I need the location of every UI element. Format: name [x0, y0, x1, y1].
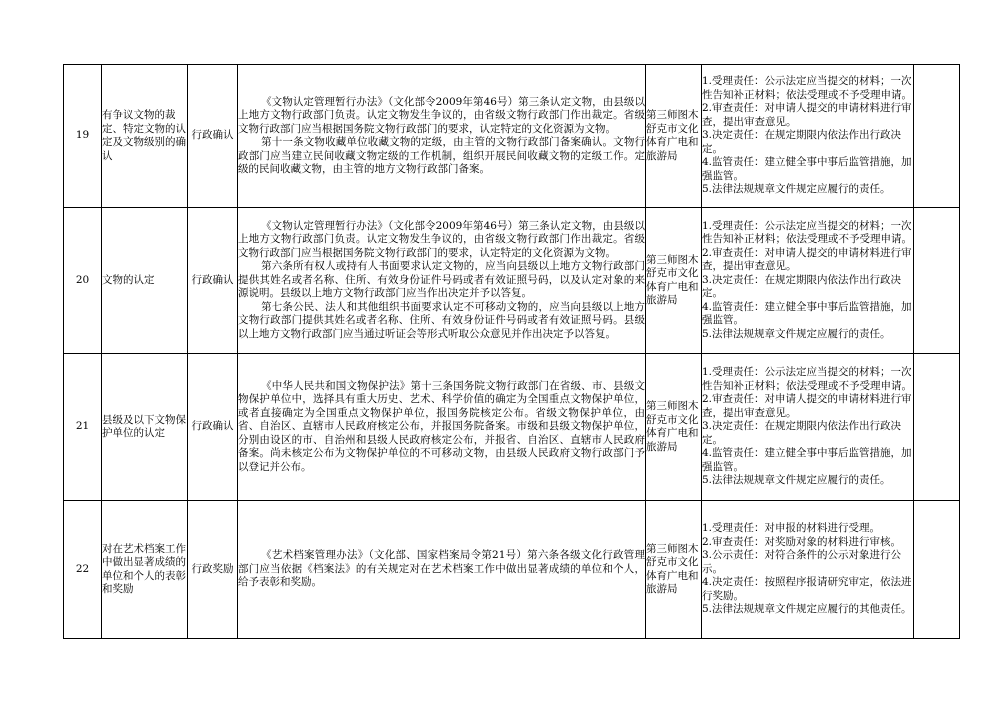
remarks-cell: [914, 354, 960, 501]
responsibility-item: 3.决定责任：在规定期限内依法作出行政决定。: [702, 273, 902, 300]
remarks-cell: [914, 208, 960, 354]
responsibility-item: 2.审查责任：对申请人提交的申请材料进行审查，提出审查意见。: [702, 102, 912, 128]
power-type: 行政确认: [188, 65, 238, 208]
basis-paragraph: 《文物认定管理暂行办法》（文化部令2009年第46号）第三条认定文物，由县级以上地方文物行政部门负责。认定文物发生争议的，由省级文物行政部门作出裁定。省级文物行政部门应当根据国务院文物行政部门的要求，认定特定的文化资源为文物。: [238, 95, 645, 135]
item-name: 县级及以下文物保护单位的认定: [102, 354, 188, 501]
responsibilities: [702, 501, 914, 639]
responsibility-item: 1.受理责任：公示法定应当提交的材料；一次性告知补正材料；依法受理或不予受理申请。: [702, 75, 912, 101]
responsibility-item: 3.决定责任：在规定期限内依法作出行政决定。: [702, 420, 902, 446]
power-type: 行政奖励: [188, 501, 238, 639]
responsible-department: 第三师图木舒克市文化体育广电和旅游局: [646, 354, 702, 501]
legal-basis: [238, 65, 646, 208]
responsible-department: 第三师图木舒克市文化体育广电和旅游局: [646, 65, 702, 208]
responsibility-item: 1.受理责任：公示法定应当提交的材料；一次性告知补正材料；依法受理或不予受理申请。: [702, 219, 912, 246]
remarks-cell: [914, 65, 960, 208]
responsibility-item: 4.监管责任：建立健全事中事后监管措施，加强监管。: [702, 447, 912, 473]
responsibility-item: 5.法律法规规章文件规定应履行的责任。: [702, 474, 891, 487]
table-row: [64, 501, 960, 639]
item-name: 文物的认定: [102, 208, 188, 354]
responsibility-item: 5.法律法规规章文件规定应履行的责任。: [702, 183, 891, 196]
responsibility-item: 3.公示责任：对符合条件的公示对象进行公示。: [702, 549, 902, 575]
row-number: 22: [64, 501, 102, 639]
responsibility-item: 2.审查责任：对申请人提交的申请材料进行审查，提出审查意见。: [702, 246, 912, 273]
responsibilities: [702, 65, 914, 208]
responsibility-item: 4.决定责任：按照程序报请研究审定，依法进行奖励。: [702, 576, 912, 602]
item-name: 有争议文物的裁定、特定文物的认定及文物级别的确认: [102, 65, 188, 208]
power-type: 行政确认: [188, 354, 238, 501]
row-number: 20: [64, 208, 102, 354]
table-row: [64, 208, 960, 354]
responsibility-item: 1.受理责任：公示法定应当提交的材料；一次性告知补正材料；依法受理或不予受理申请。: [702, 366, 912, 392]
remarks-cell: [914, 501, 960, 639]
responsibility-item: 4.监管责任：建立健全事中事后监管措施，加强监管。: [702, 300, 912, 327]
basis-paragraph: 《中华人民共和国文物保护法》第十三条国务院文物行政部门在省级、市、县级文物保护单位中，选择具有重大历史、艺术、科学价值的确定为全国重点文物保护单位，或者直接确定为全国重点文物保护单位，报国务院核定公布。省级文物保护单位，由省、自治区、直辖市人民政府核定公布，并报国务院备案。市级和县级文物保护单位，分别由设区的市、自治州和县级人民政府核定公布，并报省、自治区、直辖市人民政府备案。尚未核定公布为文物保护单位的不可移动文物，由县级人民政府文物行政部门予以登记并公布。: [238, 379, 645, 473]
responsibility-item: 4.监管责任：建立健全事中事后监管措施，加强监管。: [702, 156, 912, 182]
responsibility-item: 5.法律法规规章文件规定应履行的责任。: [702, 327, 891, 340]
responsibility-item: 2.审查责任：对申请人提交的申请材料进行审查，提出审查意见。: [702, 393, 912, 419]
basis-paragraph: 《艺术档案管理办法》（文化部、国家档案局令第21号）第六条各级文化行政管理部门应当依据《档案法》的有关规定对在艺术档案工作中做出显著成绩的单位和个人，给予表彰和奖励。: [238, 549, 645, 589]
row-number: 19: [64, 65, 102, 208]
responsibility-item: 5.法律法规规章文件规定应履行的其他责任。: [702, 603, 912, 616]
responsibility-item: 1.受理责任：对申报的材料进行受理。: [702, 522, 881, 535]
basis-paragraph: 《文物认定管理暂行办法》（文化部令2009年第46号）第三条认定文物，由县级以上地方文物行政部门负责。认定文物发生争议的，由省级文物行政部门作出裁定。省级文物行政部门应当根据国务院文物行政部门的要求，认定特定的文化资源为文物。: [238, 219, 645, 259]
basis-paragraph: 第六条所有权人或持有人书面要求认定文物的，应当向县级以上地方文物行政部门提供其姓名或者名称、住所、有效身份证件号码或者有效证照号码，以及认定对象的来源说明。县级以上地方文物行政部门应当作出决定并予以答复。: [238, 260, 645, 300]
legal-basis: [238, 354, 646, 501]
legal-basis: [238, 208, 646, 354]
row-number: 21: [64, 354, 102, 501]
responsibility-item: 2.审查责任：对奖励对象的材料进行审核。: [702, 535, 902, 548]
basis-paragraph: 第七条公民、法人和其他组织书面要求认定不可移动文物的，应当向县级以上地方文物行政部门提供其姓名或者名称、住所、有效身份证件号码或者有效证照号码。县级以上地方文物行政部门应当通过听证会等形式听取公众意见并作出决定予以答复。: [238, 300, 645, 340]
table-row: [64, 65, 960, 208]
responsibility-item: 3.决定责任：在规定期限内依法作出行政决定。: [702, 129, 902, 155]
item-name: 对在艺术档案工作中做出显著成绩的单位和个人的表彰和奖励: [102, 501, 188, 639]
basis-paragraph: 第十一条文物收藏单位收藏文物的定级，由主管的文物行政部门备案确认。文物行政部门应当建立民间收藏文物定级的工作机制，组织开展民间收藏文物的定级工作。定级的民间收藏文物，由主管的地方文物行政部门备案。: [238, 136, 645, 175]
responsible-department: 第三师图木舒克市文化体育广电和旅游局: [646, 501, 702, 639]
responsibilities: [702, 354, 914, 501]
table-row: [64, 354, 960, 501]
responsible-department: 第三师图木舒克市文化体育广电和旅游局: [646, 208, 702, 354]
legal-basis: [238, 501, 646, 639]
responsibilities: [702, 208, 914, 354]
powers-table: [63, 64, 960, 639]
power-type: 行政确认: [188, 208, 238, 354]
